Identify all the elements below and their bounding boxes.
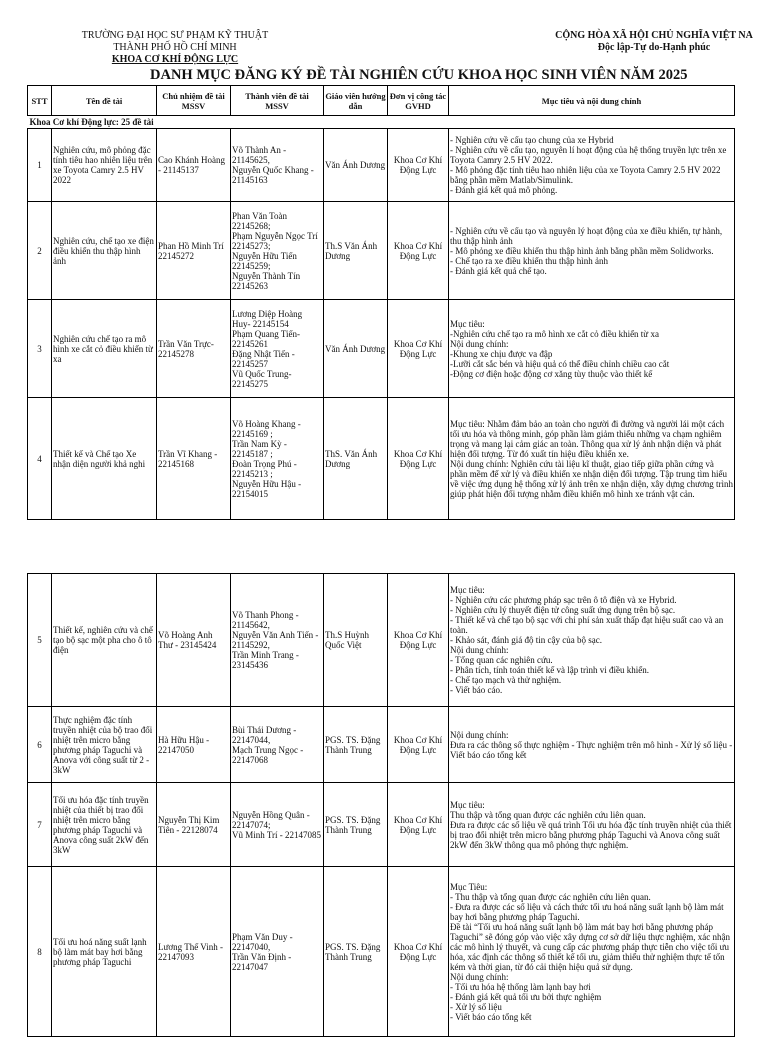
table-header-row xyxy=(28,86,735,116)
row-topic: Thực nghiệm đặc tính truyền nhiệt của bộ trao đổi nhiệt trên micro bằng phương pháp Taguchi và Anova với công suất từ 2 - 3kW xyxy=(52,707,157,783)
row-leader: Lương Thế Vinh - 22147093 xyxy=(157,867,231,1037)
column-header-topic: Tên đề tài xyxy=(52,86,157,116)
row-unit: Khoa Cơ Khí Động Lực xyxy=(388,129,449,202)
row-leader: Trần Vĩ Khang - 22145168 xyxy=(157,398,231,520)
row-content: Mục tiêu: Thu thập và tổng quan được các nghiên cứu liên quan. Đưa ra được các số liệu về quá trình Tối ưu hóa đặc tính truyền nhiệt của thiết bị trao đổi nhiệt trên micro bằng phương pháp Taguchi và Anova công suất 2kW đến 3kW thông qua mô phỏng thực nghiệm. xyxy=(449,783,735,867)
row-unit: Khoa Cơ Khí Động Lực xyxy=(388,398,449,520)
row-unit: Khoa Cơ Khí Động Lực xyxy=(388,574,449,707)
group-row xyxy=(28,116,735,129)
row-stt: 5 xyxy=(28,574,52,707)
republic-name: CỘNG HÒA XÃ HỘI CHỦ NGHĨA VIỆT NA xyxy=(555,30,753,41)
faculty-name: KHOA CƠ KHÍ ĐỘNG LỰC xyxy=(111,54,239,65)
row-unit: Khoa Cơ Khí Động Lực xyxy=(388,300,449,398)
row-leader: Nguyễn Thị Kim Tiên - 22128074 xyxy=(157,783,231,867)
row-leader: Trần Văn Trực-22145278 xyxy=(157,300,231,398)
column-header-content: Mục tiêu và nội dung chính xyxy=(449,86,735,116)
column-header-stt: STT xyxy=(28,86,52,116)
table-row xyxy=(28,867,735,1037)
table-row xyxy=(28,300,735,398)
national-motto: Độc lập-Tự do-Hạnh phúc xyxy=(597,42,711,53)
row-content: Mục tiêu: -Nghiên cứu chế tạo ra mô hình xe cắt cỏ điều khiển từ xa Nội dung chính: -Khung xe chịu được va đập -Lưỡi cắt sắc bén và hiệu quả có thể điều chỉnh chiều cao cắt -Động cơ điện hoặc động cơ xăng tùy thuộc vào thiết kế xyxy=(449,300,735,398)
row-advisor: PGS. TS. Đặng Thành Trung xyxy=(324,707,388,783)
row-topic: Thiết kế, nghiên cứu và chế tạo bộ sạc một pha cho ô tô điện xyxy=(52,574,157,707)
row-unit: Khoa Cơ Khí Động Lực xyxy=(388,783,449,867)
row-content: - Nghiên cứu về cấu tạo và nguyên lý hoạt động của xe điều khiển, tự hành, thu thập hình ảnh - Mô phỏng xe điều khiển thu thập hình ảnh bằng phần mềm Solidworks. - Chế tạo ra xe điều khiển thu thập hình ảnh - Đánh giá kết quả chế tạo. xyxy=(449,202,735,300)
university-name-line1: TRƯỜNG ĐẠI HỌC SƯ PHẠM KỸ THUẬT xyxy=(81,30,269,41)
row-unit: Khoa Cơ Khí Động Lực xyxy=(388,707,449,783)
row-stt: 4 xyxy=(28,398,52,520)
row-topic: Thiết kế và Chế tạo Xe nhận diện người khả nghi xyxy=(52,398,157,520)
table-row xyxy=(28,129,735,202)
column-header-members: Thành viên đề tài MSSV xyxy=(231,86,324,116)
row-topic: Nghiên cứu, mô phỏng đặc tính tiêu hao nhiên liệu trên xe Toyota Camry 2.5 HV 2022 xyxy=(52,129,157,202)
republic-header xyxy=(540,30,768,54)
row-leader: Võ Hoàng Anh Thư - 23145424 xyxy=(157,574,231,707)
row-leader: Phan Hồ Minh Trí 22145272 xyxy=(157,202,231,300)
row-members: Phan Văn Toàn 22145268; Phạm Nguyễn Ngọc Trí 22145273; Nguyễn Hữu Tiến 22145259; Nguyễn Thành Tín 22145263 xyxy=(231,202,324,300)
table-row xyxy=(28,707,735,783)
row-advisor: PGS. TS. Đặng Thành Trung xyxy=(324,867,388,1037)
row-topic: Nghiên cứu chế tạo ra mô hình xe cắt cỏ điều khiển từ xa xyxy=(52,300,157,398)
row-advisor: Th.S Huỳnh Quốc Việt xyxy=(324,574,388,707)
row-stt: 3 xyxy=(28,300,52,398)
row-leader: Cao Khánh Hoàng - 21145137 xyxy=(157,129,231,202)
row-topic: Nghiên cứu, chế tạo xe điện điều khiển thu thập hình ảnh xyxy=(52,202,157,300)
row-members: Võ Thanh Phong - 21145642, Nguyễn Văn Anh Tiến - 21145292, Trần Minh Trang - 23145436 xyxy=(231,574,324,707)
row-stt: 2 xyxy=(28,202,52,300)
column-header-unit: Đơn vị công tác GVHD xyxy=(388,86,449,116)
row-advisor: Văn Ánh Dương xyxy=(324,129,388,202)
row-topic: Tối ưu hóa đặc tính truyền nhiệt của thiết bị trao đổi nhiệt trên micro bằng phương pháp Taguchi và Anova công suất 2kW đến 3kW xyxy=(52,783,157,867)
group-label: Khoa Cơ khí Động lực: 25 đề tài xyxy=(28,116,735,129)
row-advisor: ThS. Văn Ánh Dương xyxy=(324,398,388,520)
row-stt: 1 xyxy=(28,129,52,202)
row-topic: Tối ưu hoá năng suất lạnh bộ làm mát bay hơi bằng phương pháp Taguchi xyxy=(52,867,157,1037)
row-stt: 6 xyxy=(28,707,52,783)
row-unit: Khoa Cơ Khí Động Lực xyxy=(388,202,449,300)
row-stt: 7 xyxy=(28,783,52,867)
row-advisor: Th.S Văn Ánh Dương xyxy=(324,202,388,300)
row-content: Nội dung chính: Đưa ra các thông số thực nghiệm - Thực nghiệm trên mô hình - Xử lý số liệu - Viết báo cáo tổng kết xyxy=(449,707,735,783)
row-members: Nguyễn Hồng Quân - 22147074; Vũ Minh Trí - 22147085 xyxy=(231,783,324,867)
topics-table-part2 xyxy=(27,573,735,1037)
row-unit: Khoa Cơ Khí Động Lực xyxy=(388,867,449,1037)
university-name-line2: THÀNH PHỐ HỒ CHÍ MINH xyxy=(113,42,237,53)
column-header-leader: Chủ nhiệm đề tài MSSV xyxy=(157,86,231,116)
row-content: Mục Tiêu: - Thu thập và tổng quan được các nghiên cứu liên quan. - Đưa ra được các số liệu và cách thức tối ưu hoá năng suất lạnh bộ làm mát bay hơi bằng phương pháp Taguchi. Đề tài “Tối ưu hoá năng suất lạnh bộ làm mát bay hơi bằng phương pháp Taguchi” sẽ đóng góp vào việc xây dựng cơ sở dữ liệu thực nghiệm, xác nhận các mô hình lý thuyết, và cung cấp các phương pháp thực tiễn cho việc tối ưu hóa, xác định các thông số thiết kế tối ưu, giảm thiểu thử nghiệm thực tế tốn kém và thời gian, từ đó cải thiện hiệu quả sử dụng. Nội dung chính: - Tối ưu hóa hệ thống làm lạnh bay hơi - Đánh giá kết quả tối ưu bởi thực nghiệm - Xử lý số liệu - Viết báo cáo tổng kết xyxy=(449,867,735,1037)
row-content: Mục tiêu: - Nghiên cứu các phương pháp sạc trên ô tô điện và xe Hybrid. - Nghiên cứu lý thuyết điện tử công suất ứng dụng trên bộ sạc. - Thiết kế và chế tạo bộ sạc với chi phí sản xuất thấp đạt hiệu suất cao và an toàn. - Khảo sát, đánh giá độ tin cậy của bộ sạc. Nội dung chính: - Tổng quan các nghiên cứu. - Phân tích, tính toán thiết kế và lập trình vi điều khiển. - Chế tạo mạch và thử nghiệm. - Viết báo cáo. xyxy=(449,574,735,707)
row-content: Mục tiêu: Nhằm đảm bảo an toàn cho người đi đường và người lái một cách tối ưu hóa và thông minh, góp phần làm giảm thiểu những va chạm nghiêm trọng và mang lại cảm giác an toàn. Thông qua xử lý ảnh nhận diện và phát hiện đối tượng. Từ đó xuất tín hiệu điều khiển xe. Nội dung chính: Nghiên cứu tài liệu kĩ thuật, giao tiếp giữa phần cứng và phần mềm để xử lý và điều khiển xe nhận diện đối tượng. Tập trung tìm hiểu về việc ứng dụng hệ thống xử lý ảnh trên xe nhận diện, xây dựng chương trình giúp phát hiện đối tượng nhằm điều khiển mô hình xe tránh vật cản. xyxy=(449,398,735,520)
row-members: Phạm Văn Duy - 22147040, Trần Văn Định - 22147047 xyxy=(231,867,324,1037)
table-row xyxy=(28,202,735,300)
row-members: Võ Hoàng Khang - 22145169 ; Trần Nam Kỳ - 22145187 ; Đoàn Trọng Phú - 22145213 ; Nguyễn Hữu Hậu - 22154015 xyxy=(231,398,324,520)
row-members: Lương Diệp Hoàng Huy- 22145154 Phạm Quang Tiến-22145261 Đặng Nhật Tiến - 22145257 Vũ Quốc Trung-22145275 xyxy=(231,300,324,398)
row-advisor: PGS. TS. Đặng Thành Trung xyxy=(324,783,388,867)
university-header xyxy=(70,30,280,66)
row-leader: Hà Hữu Hậu - 22147050 xyxy=(157,707,231,783)
row-members: Bùi Thái Dương - 22147044, Mạch Trung Ngọc - 22147068 xyxy=(231,707,324,783)
table-row xyxy=(28,398,735,520)
column-header-advisor: Giáo viên hướng dẫn xyxy=(324,86,388,116)
table-row xyxy=(28,783,735,867)
page-title: DANH MỤC ĐĂNG KÝ ĐỀ TÀI NGHIÊN CỨU KHOA HỌC SINH VIÊN NĂM 2025 xyxy=(150,67,688,83)
row-advisor: Văn Ánh Dương xyxy=(324,300,388,398)
table-row xyxy=(28,574,735,707)
topics-table-part1 xyxy=(27,85,735,520)
row-members: Võ Thành An - 21145625, Nguyễn Quốc Khang - 21145163 xyxy=(231,129,324,202)
row-content: - Nghiên cứu về cấu tạo chung của xe Hybrid - Nghiên cứu về cấu tạo, nguyên lí hoạt động của hệ thống truyền lực trên xe Toyota Camry 2.5 HV 2022. - Mô phỏng đặc tính tiêu hao nhiên liệu của xe Toyota Camry 2.5 HV 2022 bằng phần mềm Matlab/Simulink. - Đánh giá kết quả mô phỏng. xyxy=(449,129,735,202)
row-stt: 8 xyxy=(28,867,52,1037)
